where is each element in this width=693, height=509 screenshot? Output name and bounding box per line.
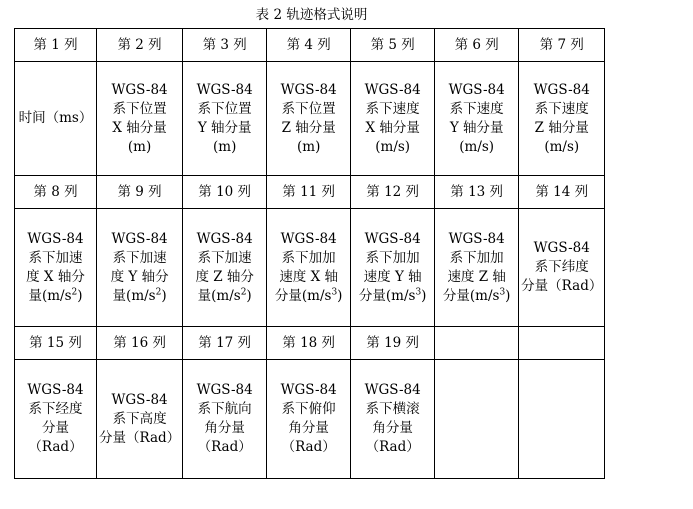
column-description-cell	[15, 209, 97, 327]
description-line: WGS-84	[448, 230, 505, 247]
column-description-cell	[183, 62, 267, 176]
description-line: 度 X 轴分	[26, 268, 85, 285]
column-description-cell	[183, 360, 267, 479]
column-description-cell	[97, 62, 183, 176]
unit-close: )	[77, 287, 83, 304]
column-number-cell: 第 3 列	[183, 29, 267, 62]
column-number-cell: 第 4 列	[267, 29, 351, 62]
description-line: WGS-84	[280, 81, 337, 98]
unit-text: 量(m/s	[28, 287, 72, 304]
unit-exponent: 3	[331, 287, 338, 297]
column-description-cell	[15, 360, 97, 479]
description-line: 系下横滚	[365, 401, 420, 417]
description-line: 系下速度	[534, 100, 589, 117]
description-line: 系下位置	[197, 100, 252, 117]
unit-line	[269, 287, 348, 306]
column-number-cell: 第 17 列	[183, 327, 267, 360]
column-description-cell	[435, 62, 519, 176]
column-number-row	[15, 29, 605, 62]
description-line: 系下航向	[197, 401, 252, 417]
unit-exponent: 2	[71, 287, 78, 297]
unit-close: )	[246, 287, 252, 304]
description-line: 度 Y 轴分	[110, 268, 169, 285]
column-description-row	[15, 360, 605, 479]
unit-text: 量(m/s	[197, 287, 241, 304]
description-line: WGS-84	[533, 240, 590, 256]
column-number-cell: 第 19 列	[351, 327, 435, 360]
column-number-cell: 第 10 列	[183, 176, 267, 209]
description-line: Z 轴分量	[281, 119, 336, 136]
unit-line	[437, 287, 516, 306]
column-description-cell	[267, 62, 351, 176]
unit-close: )	[161, 287, 167, 304]
description-line: WGS-84	[196, 382, 253, 398]
description-line: 系下位置	[112, 100, 167, 117]
description-line: 系下高度	[112, 410, 167, 427]
column-number-cell: 第 11 列	[267, 176, 351, 209]
description-line: WGS-84	[364, 81, 421, 98]
column-number-cell: 第 7 列	[519, 29, 605, 62]
column-description-cell	[435, 360, 519, 479]
column-number-cell: 第 5 列	[351, 29, 435, 62]
description-line: WGS-84	[196, 81, 253, 98]
description-line: WGS-84	[27, 382, 84, 398]
unit-line	[353, 287, 432, 306]
description-line: X 轴分量	[365, 119, 420, 136]
description-line: WGS-84	[448, 81, 505, 98]
description-line: (m)	[213, 138, 237, 155]
column-description-cell	[519, 209, 605, 327]
column-description-cell	[351, 209, 435, 327]
column-number-cell: 第 8 列	[15, 176, 97, 209]
column-description-row	[15, 62, 605, 176]
unit-text: 量(m/s	[112, 287, 156, 304]
unit-exponent: 2	[240, 287, 247, 297]
description-line: (m)	[127, 138, 152, 155]
column-number-cell	[435, 327, 519, 360]
column-number-cell: 第 1 列	[15, 29, 97, 62]
description-line: WGS-84	[111, 391, 168, 408]
unit-text: 分量(m/s	[358, 287, 416, 304]
description-line: 系下加速	[197, 249, 252, 266]
column-number-cell: 第 9 列	[97, 176, 183, 209]
description-line: WGS-84	[533, 81, 590, 98]
column-description-cell	[519, 62, 605, 176]
unit-exponent: 2	[155, 287, 162, 297]
column-description-cell	[435, 209, 519, 327]
description-line: WGS-84	[196, 230, 253, 247]
description-line: 系下加加	[281, 249, 336, 266]
column-description-row	[15, 209, 605, 327]
column-description-cell	[267, 360, 351, 479]
description-line: 系下加加	[365, 249, 420, 266]
column-description-cell	[183, 209, 267, 327]
description-line: 分量（Rad）	[521, 278, 603, 294]
trajectory-format-table	[14, 28, 605, 479]
unit-line	[99, 287, 180, 306]
column-number-cell: 第 13 列	[435, 176, 519, 209]
description-line: （Rad）	[197, 439, 252, 455]
column-description-cell	[97, 209, 183, 327]
description-line: 系下纬度	[534, 259, 589, 275]
description-line: 系下速度	[365, 100, 420, 117]
description-line: （Rad）	[281, 439, 336, 455]
column-description-cell	[351, 62, 435, 176]
description-line: 角分量	[372, 420, 413, 436]
column-description-cell	[15, 62, 97, 176]
description-line: 角分量	[204, 420, 245, 436]
unit-close: )	[421, 287, 427, 304]
description-line: 系下加速	[112, 249, 167, 266]
column-number-cell: 第 14 列	[519, 176, 605, 209]
description-line: WGS-84	[280, 230, 337, 247]
description-line: WGS-84	[111, 81, 168, 98]
description-line: 时间（ms）	[18, 110, 93, 126]
column-description-cell	[351, 360, 435, 479]
description-line: (m)	[297, 138, 321, 155]
description-line: 速度 X 轴	[279, 268, 339, 285]
description-line: WGS-84	[27, 230, 84, 247]
column-description-cell	[97, 360, 183, 479]
description-line: 速度 Z 轴	[447, 268, 506, 285]
description-line: （Rad）	[28, 439, 83, 455]
column-number-cell: 第 18 列	[267, 327, 351, 360]
description-line: Y 轴分量	[449, 119, 504, 136]
unit-text: 分量(m/s	[442, 287, 500, 304]
description-line: 分量	[42, 420, 69, 436]
column-number-cell: 第 12 列	[351, 176, 435, 209]
description-line: WGS-84	[111, 230, 168, 247]
unit-close: )	[337, 287, 343, 304]
description-line: 系下加速	[28, 249, 83, 266]
description-line: X 轴分量	[112, 119, 167, 136]
column-number-cell: 第 15 列	[15, 327, 97, 360]
unit-close: )	[505, 287, 511, 304]
column-number-cell: 第 16 列	[97, 327, 183, 360]
description-line: (m/s)	[375, 138, 411, 155]
description-line: 系下经度	[28, 401, 83, 417]
description-line: 系下速度	[449, 100, 504, 117]
description-line: (m/s)	[544, 138, 580, 155]
description-line: Z 轴分量	[534, 119, 589, 136]
description-line: 分量（Rad）	[99, 429, 181, 446]
description-line: 速度 Y 轴	[363, 268, 422, 285]
column-number-row	[15, 176, 605, 209]
description-line: 角分量	[288, 420, 329, 436]
column-number-cell: 第 2 列	[97, 29, 183, 62]
column-number-cell	[519, 327, 605, 360]
description-line: WGS-84	[280, 382, 337, 398]
column-description-cell	[519, 360, 605, 479]
column-description-cell	[267, 209, 351, 327]
unit-text: 分量(m/s	[274, 287, 332, 304]
unit-exponent: 3	[499, 287, 506, 297]
description-line: 系下俯仰	[281, 401, 336, 417]
unit-line	[185, 287, 264, 306]
description-line: （Rad）	[365, 439, 420, 455]
table-caption: 表 2 轨迹格式说明	[255, 7, 368, 23]
description-line: 系下位置	[281, 100, 336, 117]
description-line: Y 轴分量	[197, 119, 252, 136]
unit-exponent: 3	[415, 287, 422, 297]
description-line: (m/s)	[459, 138, 495, 155]
description-line: 系下加加	[449, 249, 504, 266]
column-number-row	[15, 327, 605, 360]
description-line: WGS-84	[364, 230, 421, 247]
unit-line	[17, 287, 94, 306]
description-line: WGS-84	[364, 382, 421, 398]
column-number-cell: 第 6 列	[435, 29, 519, 62]
description-line: 度 Z 轴分	[195, 268, 254, 285]
